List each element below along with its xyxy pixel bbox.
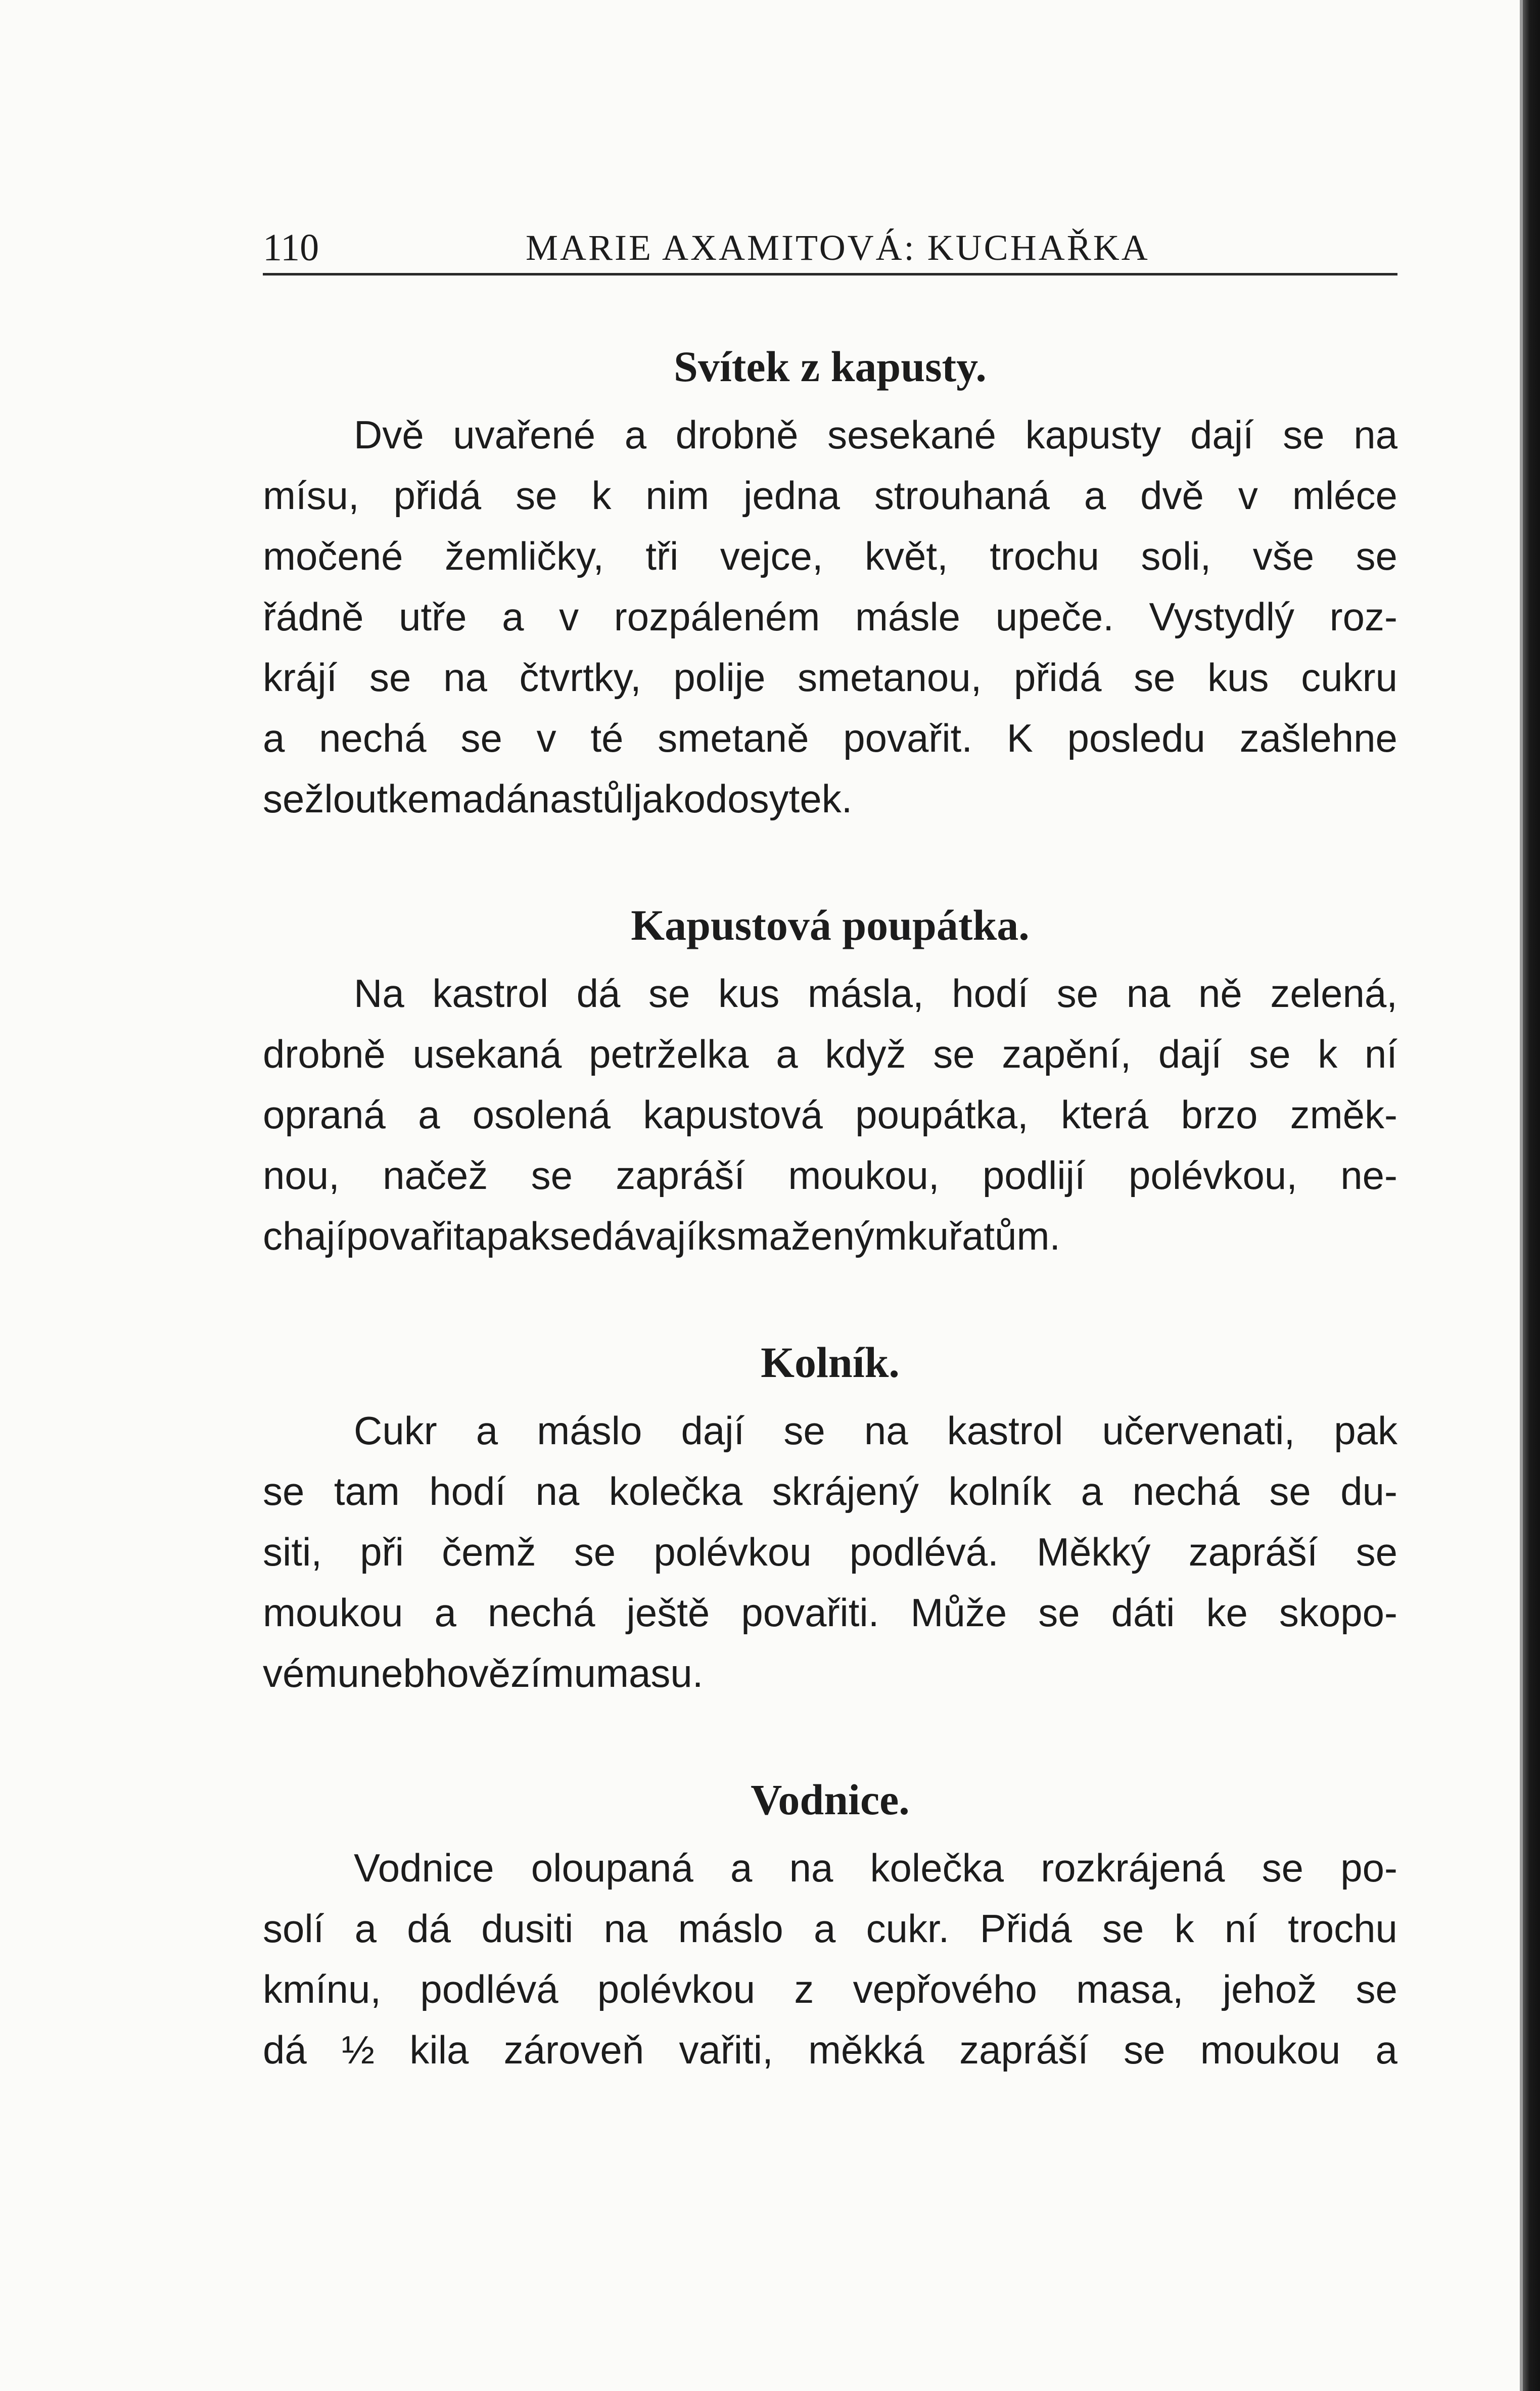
word: kapustová bbox=[643, 1092, 823, 1137]
word: se bbox=[460, 716, 502, 760]
word: trochu bbox=[1288, 1906, 1397, 1951]
word: trochu bbox=[990, 534, 1100, 578]
word: na bbox=[603, 1906, 648, 1951]
word: na bbox=[443, 655, 487, 700]
text-line bbox=[263, 1400, 1397, 1461]
word: se bbox=[1102, 1906, 1144, 1951]
text-line bbox=[263, 465, 1397, 526]
word: a bbox=[476, 1408, 498, 1453]
word: učervenati, bbox=[1102, 1408, 1295, 1453]
recipe-body bbox=[263, 404, 1397, 829]
word: polévkou, bbox=[1129, 1153, 1297, 1198]
word: se bbox=[574, 1530, 616, 1574]
word: kolečka bbox=[870, 1846, 1004, 1890]
word: k bbox=[1174, 1906, 1194, 1951]
word: smetanou, bbox=[798, 655, 982, 700]
word: vejce, bbox=[720, 534, 823, 578]
word: dá bbox=[484, 776, 528, 821]
word: vému bbox=[263, 1651, 359, 1695]
word: močené bbox=[263, 534, 403, 578]
word: zapráší bbox=[616, 1153, 745, 1198]
word: Měkký bbox=[1036, 1530, 1151, 1574]
word: se bbox=[1356, 1967, 1397, 2011]
word: a bbox=[624, 412, 647, 457]
word: přidá bbox=[393, 473, 482, 518]
word: neb bbox=[359, 1651, 425, 1695]
scan-edge bbox=[1523, 0, 1540, 2391]
text-line bbox=[263, 963, 1397, 1024]
word: se bbox=[1249, 1032, 1291, 1076]
word: k bbox=[1318, 1032, 1338, 1076]
word: se bbox=[369, 655, 411, 700]
word: ještě bbox=[626, 1590, 710, 1635]
word: drobně bbox=[263, 1032, 386, 1076]
word: pak bbox=[486, 1214, 550, 1258]
word: vepřového bbox=[853, 1967, 1037, 2011]
page-content bbox=[263, 334, 1397, 2143]
word: stůl bbox=[572, 776, 633, 821]
word: povařiti. bbox=[741, 1590, 879, 1635]
word: se bbox=[1262, 1846, 1303, 1890]
word: kila bbox=[409, 2028, 469, 2072]
word: na bbox=[1354, 412, 1397, 457]
word: smaženým bbox=[716, 1214, 907, 1258]
word: moukou, bbox=[788, 1153, 940, 1198]
word: kus bbox=[718, 971, 780, 1016]
word: na bbox=[535, 1469, 580, 1513]
word: zelená, bbox=[1270, 971, 1397, 1016]
word: sesekané bbox=[827, 412, 997, 457]
text-line bbox=[263, 1959, 1397, 2019]
word: tam bbox=[334, 1469, 400, 1513]
word: dosytek. bbox=[705, 776, 853, 821]
text-line bbox=[263, 1206, 1397, 1266]
word: másla, bbox=[807, 971, 924, 1016]
word: zapráší bbox=[1188, 1530, 1318, 1574]
word: moukou bbox=[263, 1590, 403, 1635]
word: strouhaná bbox=[874, 473, 1050, 518]
word: kolečka bbox=[609, 1469, 743, 1513]
word: v bbox=[536, 716, 556, 760]
recipe-title: Vodnice. bbox=[751, 1775, 910, 1824]
word: posledu bbox=[1067, 716, 1205, 760]
word: se bbox=[1356, 534, 1397, 578]
word: dvě bbox=[1140, 473, 1204, 518]
recipe-body bbox=[263, 963, 1397, 1266]
word: a bbox=[354, 1906, 377, 1951]
word: jako bbox=[633, 776, 706, 821]
word: oloupaná bbox=[531, 1846, 693, 1890]
word: dá bbox=[576, 971, 621, 1016]
word: dají bbox=[1190, 412, 1254, 457]
word: du- bbox=[1340, 1469, 1397, 1513]
word: kus bbox=[1207, 655, 1269, 700]
word: dají bbox=[681, 1408, 745, 1453]
word: roz- bbox=[1329, 594, 1397, 639]
recipe-vodnice bbox=[263, 1767, 1397, 2080]
word: ní bbox=[1364, 1032, 1397, 1076]
word: měkká bbox=[808, 2028, 924, 2072]
word: změk- bbox=[1290, 1092, 1397, 1137]
word: hovězímu bbox=[425, 1651, 596, 1695]
word: petrželka bbox=[589, 1032, 749, 1076]
word: kolník bbox=[948, 1469, 1052, 1513]
word: polije bbox=[673, 655, 766, 700]
word: polévkou bbox=[597, 1967, 756, 2011]
word: která bbox=[1060, 1092, 1149, 1137]
text-line bbox=[263, 1522, 1397, 1582]
word: čemž bbox=[442, 1530, 536, 1574]
word: nechá bbox=[319, 716, 427, 760]
word: utře bbox=[399, 594, 467, 639]
word: a bbox=[1084, 473, 1106, 518]
word: nou, bbox=[263, 1153, 340, 1198]
word: ½ bbox=[342, 2028, 375, 2072]
word: dá bbox=[407, 1906, 451, 1951]
word: vařiti, bbox=[679, 2028, 773, 2072]
word: řádně bbox=[263, 594, 364, 639]
text-line bbox=[263, 768, 1397, 829]
word: a bbox=[434, 1590, 456, 1635]
word: dáti bbox=[1111, 1590, 1175, 1635]
word: hodí bbox=[429, 1469, 506, 1513]
recipe-title: Kolník. bbox=[761, 1338, 900, 1387]
word: cukru bbox=[1301, 655, 1397, 700]
word: a bbox=[1081, 1469, 1103, 1513]
word: Na bbox=[354, 971, 404, 1016]
text-line bbox=[263, 1461, 1397, 1522]
word: nechá bbox=[487, 1590, 595, 1635]
word: jehož bbox=[1222, 1967, 1317, 2011]
word: Může bbox=[910, 1590, 1007, 1635]
word: v bbox=[1238, 473, 1258, 518]
word: kastrol bbox=[432, 971, 549, 1016]
word: a bbox=[462, 776, 484, 821]
word: skopo- bbox=[1279, 1590, 1397, 1635]
text-line bbox=[263, 2019, 1397, 2080]
word: kastrol bbox=[947, 1408, 1063, 1453]
word: se bbox=[783, 1408, 825, 1453]
word: se bbox=[550, 1214, 592, 1258]
word: poupátka, bbox=[855, 1092, 1029, 1137]
word: a bbox=[1375, 2028, 1397, 2072]
word: se bbox=[1283, 412, 1325, 457]
word: dusiti bbox=[481, 1906, 574, 1951]
word: té bbox=[590, 716, 624, 760]
word: usekaná bbox=[412, 1032, 562, 1076]
word: povařit bbox=[346, 1214, 464, 1258]
word: drobně bbox=[675, 412, 799, 457]
recipe-kolnik bbox=[263, 1329, 1397, 1704]
word: masu. bbox=[596, 1651, 704, 1695]
word: se bbox=[1134, 655, 1176, 700]
word: žemličky, bbox=[444, 534, 604, 578]
word: Dvě bbox=[354, 412, 424, 457]
word: cukr. bbox=[866, 1906, 950, 1951]
word: kuřatům. bbox=[907, 1214, 1061, 1258]
word: ní bbox=[1224, 1906, 1257, 1951]
recipe-svitek bbox=[263, 334, 1397, 829]
word: načež bbox=[383, 1153, 488, 1198]
word: Cukr bbox=[354, 1408, 437, 1453]
word: k bbox=[696, 1214, 717, 1258]
word: rozkrájená bbox=[1041, 1846, 1225, 1890]
word: se bbox=[263, 776, 305, 821]
word: solí bbox=[263, 1906, 324, 1951]
recipe-body bbox=[263, 1837, 1397, 2080]
word: másle bbox=[855, 594, 961, 639]
word: žloutkem bbox=[304, 776, 462, 821]
word: skrájený bbox=[772, 1469, 919, 1513]
text-line bbox=[263, 708, 1397, 768]
word: brzo bbox=[1181, 1092, 1258, 1137]
word: rozpáleném bbox=[614, 594, 820, 639]
text-line bbox=[263, 1145, 1397, 1206]
text-line bbox=[263, 1084, 1397, 1145]
recipe-kapustova-poupatka bbox=[263, 892, 1397, 1266]
word: kapusty bbox=[1025, 412, 1161, 457]
recipe-title: Kapustová poupátka. bbox=[631, 901, 1030, 949]
word: nim bbox=[645, 473, 710, 518]
word: upeče. bbox=[995, 594, 1114, 639]
word: Vystydlý bbox=[1149, 594, 1295, 639]
word: čtvrtky, bbox=[519, 655, 641, 700]
word: na bbox=[1126, 971, 1171, 1016]
word: polévkou bbox=[654, 1530, 812, 1574]
word: k bbox=[591, 473, 612, 518]
word: zapráší bbox=[959, 2028, 1089, 2072]
text-line bbox=[263, 1643, 1397, 1704]
word: a bbox=[813, 1906, 836, 1951]
word: a bbox=[730, 1846, 753, 1890]
word: se bbox=[1038, 1590, 1080, 1635]
page-header bbox=[263, 222, 1397, 275]
word: soli, bbox=[1141, 534, 1211, 578]
text-line bbox=[263, 647, 1397, 708]
word: květ, bbox=[865, 534, 948, 578]
word: z bbox=[794, 1967, 814, 2011]
word: dá bbox=[263, 2028, 307, 2072]
word: mísu, bbox=[263, 473, 359, 518]
recipe-title: Svítek z kapusty. bbox=[674, 342, 987, 391]
word: hodí bbox=[952, 971, 1029, 1016]
word: když bbox=[825, 1032, 906, 1076]
word: nechá bbox=[1132, 1469, 1240, 1513]
text-line bbox=[263, 404, 1397, 465]
word: při bbox=[360, 1530, 404, 1574]
word: po- bbox=[1340, 1846, 1397, 1890]
text-line bbox=[263, 1582, 1397, 1643]
text-line bbox=[263, 1898, 1397, 1959]
word: siti, bbox=[263, 1530, 322, 1574]
text-line bbox=[263, 1837, 1397, 1898]
word: dávají bbox=[591, 1214, 697, 1258]
word: tři bbox=[645, 534, 679, 578]
word: mléce bbox=[1292, 473, 1397, 518]
word: máslo bbox=[537, 1408, 642, 1453]
word: a bbox=[464, 1214, 487, 1258]
word: zašlehne bbox=[1239, 716, 1397, 760]
word: máslo bbox=[678, 1906, 783, 1951]
text-line bbox=[263, 1024, 1397, 1084]
word: přidá bbox=[1014, 655, 1102, 700]
word: na bbox=[528, 776, 572, 821]
word: zároveň bbox=[503, 2028, 644, 2072]
page-number: 110 bbox=[263, 226, 319, 269]
word: dají bbox=[1158, 1032, 1222, 1076]
word: Vodnice bbox=[354, 1846, 494, 1890]
word: na bbox=[864, 1408, 908, 1453]
word: se bbox=[933, 1032, 975, 1076]
word: se bbox=[531, 1153, 573, 1198]
word: ke bbox=[1206, 1590, 1248, 1635]
text-line bbox=[263, 526, 1397, 586]
word: povařit. bbox=[843, 716, 973, 760]
word: masa, bbox=[1076, 1967, 1184, 2011]
word: ne- bbox=[1340, 1153, 1397, 1198]
word: jedna bbox=[743, 473, 840, 518]
word: se bbox=[1124, 2028, 1165, 2072]
word: kmínu, bbox=[263, 1967, 382, 2011]
word: moukou bbox=[1200, 2028, 1341, 2072]
word: chají bbox=[263, 1214, 346, 1258]
word: opraná bbox=[263, 1092, 386, 1137]
word: zapění, bbox=[1002, 1032, 1132, 1076]
recipe-body bbox=[263, 1400, 1397, 1704]
word: Přidá bbox=[979, 1906, 1072, 1951]
word: osolená bbox=[472, 1092, 611, 1137]
word: podlévá. bbox=[849, 1530, 999, 1574]
text-line bbox=[263, 586, 1397, 647]
word: a bbox=[502, 594, 524, 639]
word: se bbox=[516, 473, 557, 518]
word: se bbox=[648, 971, 690, 1016]
word: pak bbox=[1334, 1408, 1397, 1453]
word: se bbox=[1056, 971, 1099, 1016]
word: na bbox=[789, 1846, 833, 1890]
word: a bbox=[776, 1032, 798, 1076]
word: v bbox=[559, 594, 579, 639]
word: smetaně bbox=[658, 716, 809, 760]
word: se bbox=[263, 1469, 305, 1513]
word: podlévá bbox=[420, 1967, 558, 2011]
word: se bbox=[1356, 1530, 1397, 1574]
word: vše bbox=[1252, 534, 1315, 578]
word: a bbox=[418, 1092, 440, 1137]
word: ně bbox=[1198, 971, 1242, 1016]
word: uvařené bbox=[453, 412, 596, 457]
running-head: MARIE AXAMITOVÁ: KUCHAŘKA bbox=[526, 227, 1150, 268]
word: krájí bbox=[263, 655, 338, 700]
word: K bbox=[1006, 716, 1033, 760]
word: a bbox=[263, 716, 285, 760]
word: se bbox=[1269, 1469, 1311, 1513]
word: podlijí bbox=[982, 1153, 1086, 1198]
